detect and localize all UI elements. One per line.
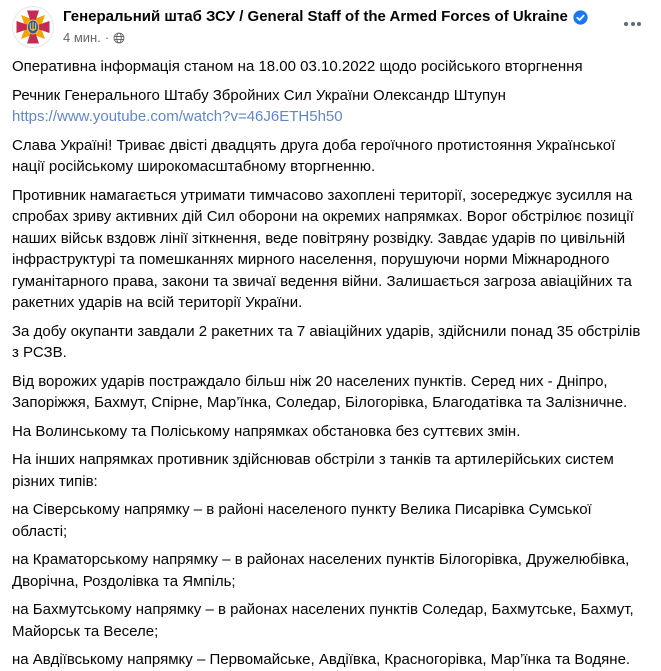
ellipsis-menu-icon xyxy=(624,22,628,26)
post-paragraph: на Авдіївському напрямку – Первомайське, Авдіївка, Красногорівка, Мар’їнка та Водяне. xyxy=(12,651,631,668)
page-name-link[interactable]: Генеральний штаб ЗСУ / General Staff of the Armed Forces of Ukraine xyxy=(63,8,568,25)
post-meta-row xyxy=(63,29,618,46)
page-name-row xyxy=(63,7,618,27)
post-paragraph: Оперативна інформація станом на 18.00 03.10.2022 щодо російського вторгнення xyxy=(12,58,583,75)
post-options-button[interactable] xyxy=(618,12,647,36)
post-paragraph: На інших напрямках противник здійснював обстріли з танків та артилерійських систем різних типів: xyxy=(12,451,614,490)
post-paragraph: За добу окупанти завдали 2 ракетних та 7 авіаційних ударів, здійснили понад 35 обстрілів з РСЗВ. xyxy=(12,322,641,361)
general-staff-emblem-icon xyxy=(13,7,53,47)
post-paragraph xyxy=(12,85,648,128)
verified-badge-icon xyxy=(573,10,588,25)
meta-separator: · xyxy=(104,30,110,45)
post-timestamp[interactable]: 4 мин. xyxy=(63,30,101,45)
post-body xyxy=(0,52,661,671)
post-paragraph: на Сіверському напрямку – в районі населеного пункту Велика Писарівка Сумської області; xyxy=(12,501,592,540)
post-paragraph: Слава Україні! Триває двісті двадцять друга доба героїчного протистояння Української нації російському широкомасштабному вторгненню. xyxy=(12,136,616,175)
youtube-link[interactable]: https://www.youtube.com/watch?v=46J6ETH5h50 xyxy=(12,108,343,125)
post-paragraph: Від ворожих ударів постраждало більш ніж 20 населених пунктів. Серед них - Дніпро, Запоріжжя, Бахмут, Спірне, Мар’їнка, Соледар, Білогорівка, Благодатівка та Залізничне. xyxy=(12,372,628,411)
post-header xyxy=(0,0,661,52)
globe-privacy-icon xyxy=(113,32,125,44)
page-avatar[interactable] xyxy=(12,6,54,48)
post-paragraph: на Краматорському напрямку – в районах населених пунктів Білогорівка, Дружелюбівка, Дворічна, Роздолівка та Ямпіль; xyxy=(12,551,630,590)
post-paragraph: на Бахмутському напрямку – в районах населених пунктів Соледар, Бахмутське, Бахмут, Майорськ та Веселе; xyxy=(12,601,634,640)
post-header-text xyxy=(63,6,618,46)
spokesman-line: Речник Генерального Штабу Збройних Сил України Олександр Штупун xyxy=(12,86,506,104)
post-paragraph: На Волинському та Поліському напрямках обстановка без суттєвих змін. xyxy=(12,422,521,440)
post-paragraph: Противник намагається утримати тимчасово захоплені території, зосереджує зусилля на спробах зриву активних дій Сил оборони на окремих напрямках. Ворог обстрілює позиції наших військ вздовж лінії зіткнення, веде повітряну розвідку. Завдає ударів по цивільній інфраструктурі та помешканнях мирного населення, порушуючи норми Міжнародного гуманітарного права, закони та звичаї ведення війни. Залишається загроза авіаційних та ракетних ударів на всій території України. xyxy=(12,186,634,311)
